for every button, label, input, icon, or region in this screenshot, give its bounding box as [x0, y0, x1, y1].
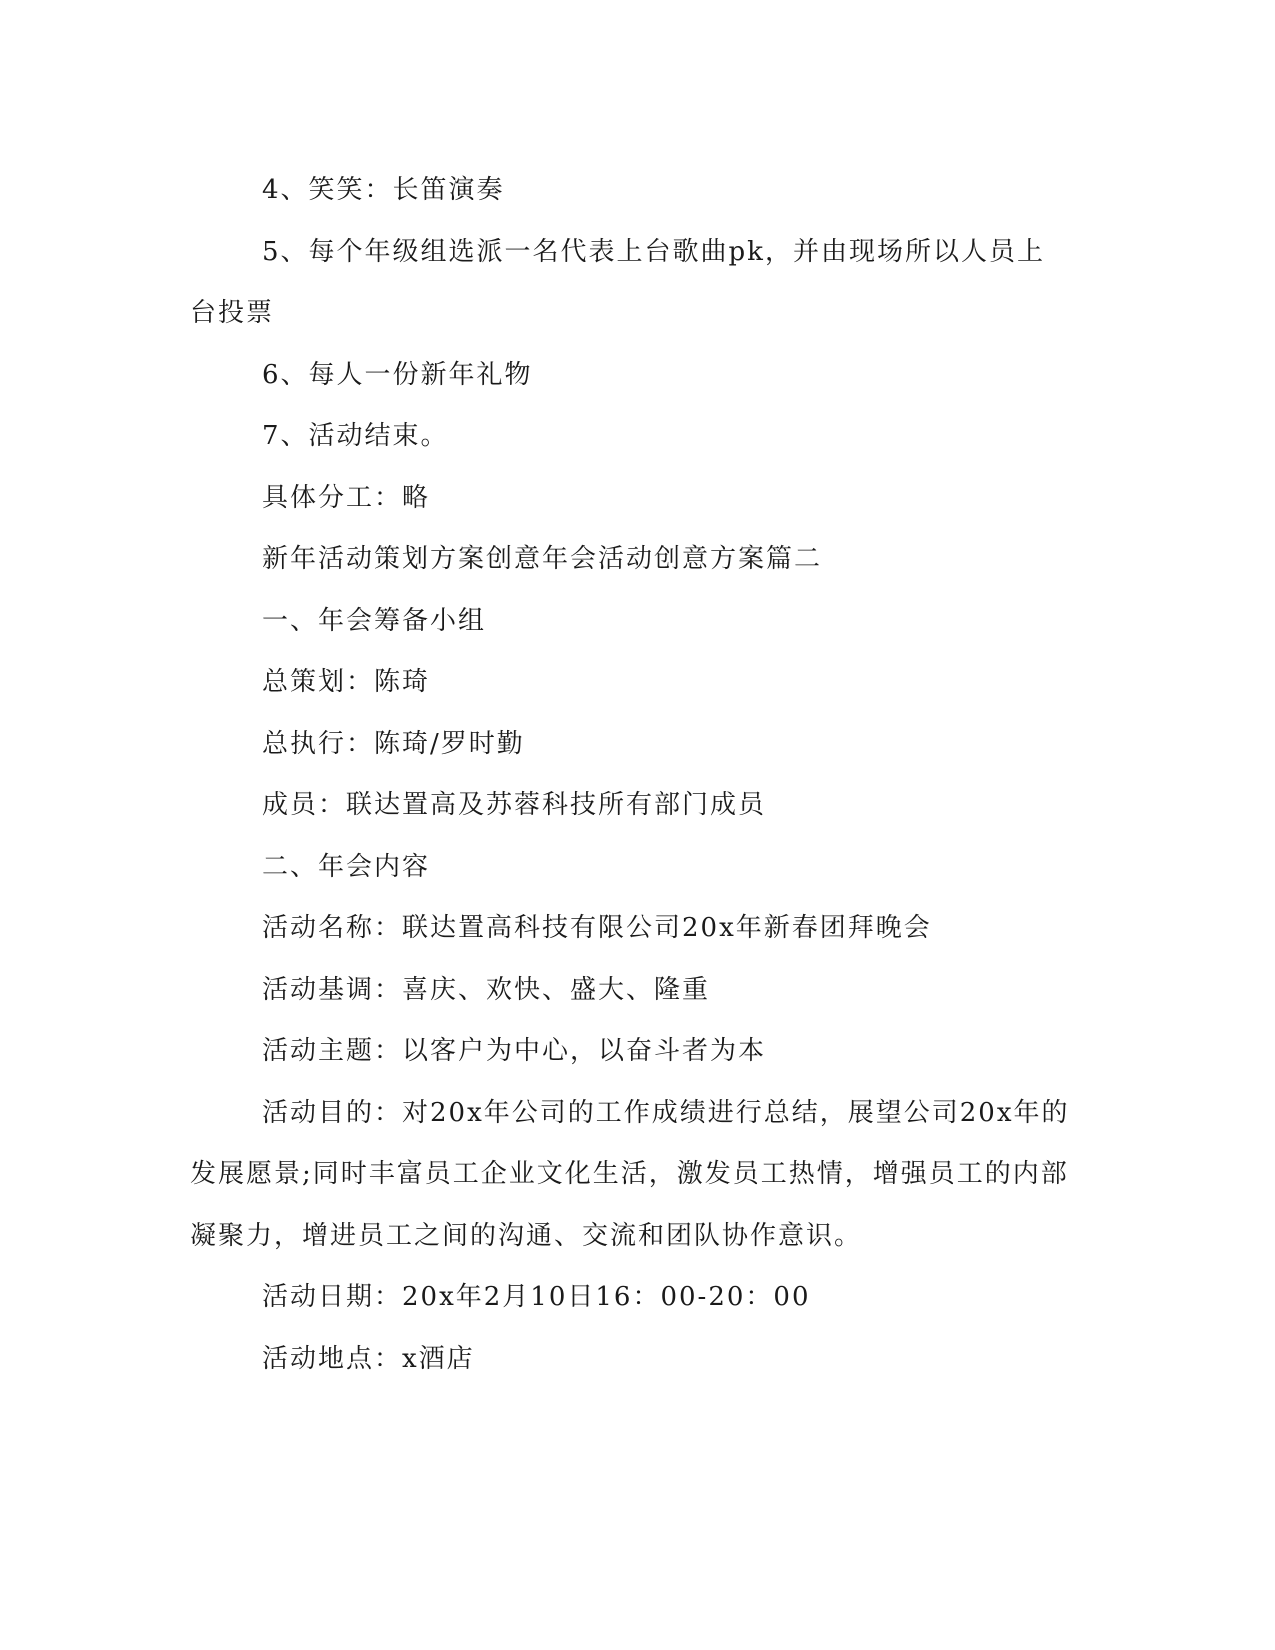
list-item-new-year-gift: 6、每人一份新年礼物	[262, 359, 533, 390]
chief-executive: 总执行：陈琦/罗时勤	[262, 728, 525, 759]
members: 成员：联达置高及苏蓉科技所有部门成员	[262, 790, 767, 820]
activity-tone: 活动基调：喜庆、欢快、盛大、隆重	[262, 974, 711, 1005]
heading-annual-meeting-content: 二、年会内容	[262, 851, 431, 882]
list-item-song-pk: 5、每个年级组选派一名代表上台歌曲pk，并由现场所以人员上台投票	[190, 236, 1045, 328]
heading-preparation-group: 一、年会筹备小组	[262, 605, 487, 636]
section-title: 新年活动策划方案创意年会活动创意方案篇二	[262, 544, 823, 574]
activity-name: 活动名称：联达置高科技有限公司20x年新春团拜晚会	[262, 913, 932, 943]
list-item-flute-performance: 4、笑笑：长笛演奏	[262, 175, 505, 205]
activity-theme: 活动主题：以客户为中心，以奋斗者为本	[262, 1036, 767, 1066]
activity-purpose: 活动目的：对20x年公司的工作成绩进行总结，展望公司20x年的发展愿景;同时丰富员工企业文化生活，激发员工热情，增强员工的内部凝聚力，增进员工之间的沟通、交流和团队协作意识。	[190, 1097, 1070, 1251]
list-item-activity-end: 7、活动结束。	[262, 421, 449, 451]
activity-date: 活动日期：20x年2月10日16：00-20：00	[262, 1282, 811, 1312]
chief-planner: 总策划：陈琦	[262, 667, 431, 697]
division-of-labor: 具体分工：略	[262, 482, 431, 513]
document-body	[190, 160, 1070, 1390]
activity-location: 活动地点：x酒店	[262, 1343, 475, 1374]
